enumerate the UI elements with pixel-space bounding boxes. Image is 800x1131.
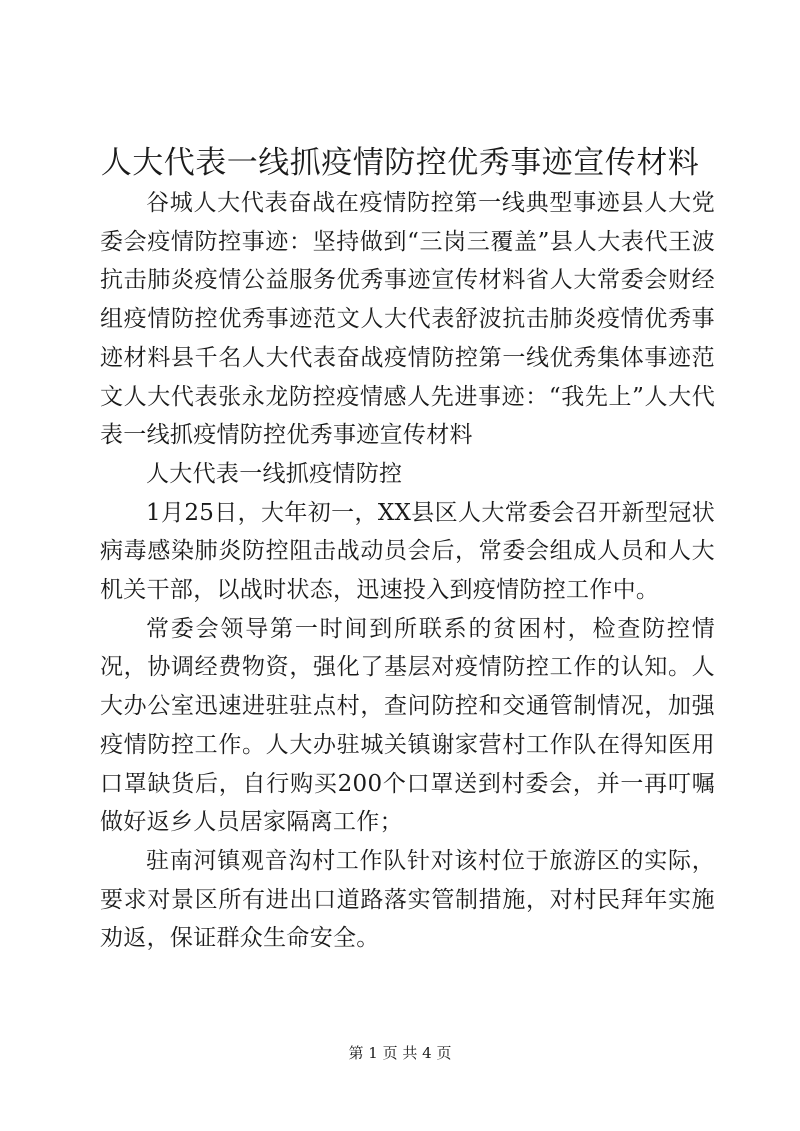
paragraph-nanhe-team: 驻南河镇观音沟村工作队针对该村位于旅游区的实际，要求对景区所有进出口道路落实管制措施，对村民拜年实施劝返，保证群众生命安全。 <box>100 847 715 952</box>
page-title: 人大代表一线抓疫情防控优秀事迹宣传材料 <box>100 145 700 181</box>
document-body <box>100 184 715 958</box>
paragraph-intro: 谷城人大代表奋战在疫情防控第一线典型事迹县人大党委会疫情防控事迹：坚持做到“三岗三覆盖”县人大表代王波抗击肺炎疫情公益服务优秀事迹宣传材料省人大常委会财经组疫情防控优秀事迹范文人大代表舒波抗击肺炎疫情优秀事迹材料县千名人大代表奋战疫情防控第一线优秀集体事迹范文人大代表张永龙防控疫情感人先进事迹：“我先上”人大代表一线抓疫情防控优秀事迹宣传材料 <box>100 190 715 449</box>
paragraph-mobilization: 1月25日，大年初一，XX县区人大常委会召开新型冠状病毒感染肺炎防控阻击战动员会后，常委会组成人员和人大机关干部，以战时状态，迅速投入到疫情防控工作中。 <box>100 499 715 604</box>
page-footer: 第 1 页 共 4 页 <box>348 1044 452 1062</box>
paragraph-subheading: 人大代表一线抓疫情防控 <box>146 460 403 487</box>
paragraph-leadership: 常委会领导第一时间到所联系的贫困村，检查防控情况，协调经费物资，强化了基层对疫情防控工作的认知。人大办公室迅速进驻驻点村，查问防控和交通管制情况，加强疫情防控工作。人大办驻城关镇谢家营村工作队在得知医用口罩缺货后，自行购买200个口罩送到村委会，并一再叮嘱做好返乡人员居家隔离工作； <box>100 615 715 836</box>
